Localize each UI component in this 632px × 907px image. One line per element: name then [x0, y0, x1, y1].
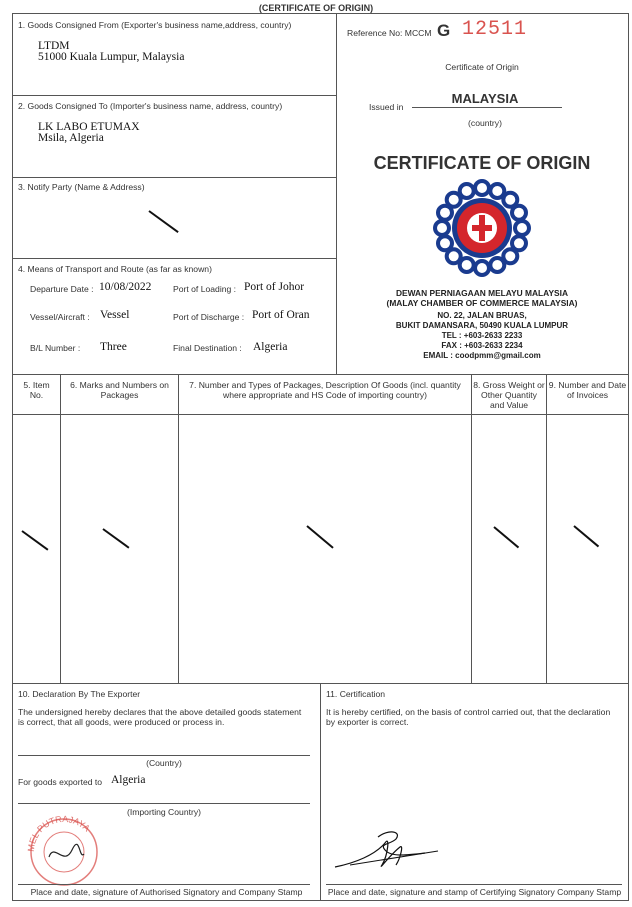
country-line [18, 755, 310, 756]
box10-label: 10. Declaration By The Exporter [18, 689, 141, 699]
chamber-email: EMAIL : coodpmm@gmail.com [423, 351, 541, 360]
col5-cancel-mark [21, 530, 48, 550]
box1-label: 1. Goods Consigned From (Exporter's business name,address, country) [18, 20, 292, 30]
final-destination-value: Algeria [253, 341, 288, 353]
port-discharge-value: Port of Oran [252, 309, 310, 321]
frame-left [12, 13, 13, 901]
col-divider-6 [178, 374, 179, 683]
exporter-address: 51000 Kuala Lumpur, Malaysia [38, 51, 185, 63]
col7-header-line2: where appropriate and HS Code of importing country) [223, 390, 427, 400]
certifier-signature-icon [330, 825, 445, 875]
chamber-name-english: (MALAY CHAMBER OF COMMERCE MALAYSIA) [386, 298, 578, 308]
divider-box1 [12, 95, 336, 96]
issued-country-sub: (country) [468, 118, 502, 128]
box11-label: 11. Certification [326, 689, 386, 699]
chamber-tel: TEL : +603-2633 2233 [441, 331, 523, 340]
col8-header-line2: Other Quantity [481, 390, 537, 400]
country-caption: (Country) [146, 758, 182, 768]
port-loading-label: Port of Loading : [173, 284, 237, 294]
departure-date-value: 10/08/2022 [99, 281, 152, 293]
divider-bottom-vertical [320, 683, 321, 900]
final-destination-label: Final Destination : [173, 343, 242, 353]
issued-in-label: Issued in [369, 102, 404, 112]
port-loading-value: Port of Johor [244, 281, 305, 293]
importing-country-line [18, 803, 310, 804]
importing-country-caption: (Importing Country) [126, 807, 202, 817]
form-header-title: (CERTIFICATE OF ORIGIN) [258, 3, 374, 13]
box10-footer: Place and date, signature of Authorised Signatory and Company Stamp [30, 887, 303, 897]
company-stamp-icon [24, 812, 104, 888]
exporter-name: LTDM [38, 40, 70, 52]
box4-label: 4. Means of Transport and Route (as far as known) [18, 264, 212, 274]
reference-series: G [437, 21, 451, 40]
col9-cancel-mark [573, 525, 599, 547]
box11-signature-line [326, 884, 622, 885]
frame-top [12, 13, 629, 14]
col9-header-line1: 9. Number and Date [548, 380, 627, 390]
col-divider-8 [546, 374, 547, 683]
col8-header-line1: 8. Gross Weight or [473, 380, 545, 390]
departure-date-label: Departure Date : [30, 284, 94, 294]
exported-to-value: Algeria [111, 774, 146, 786]
issued-country-value: MALAYSIA [451, 91, 519, 106]
col6-header-line1: 6. Marks and Numbers on [70, 380, 169, 390]
box3-label: 3. Notify Party (Name & Address) [18, 182, 145, 192]
chamber-name-malay: DEWAN PERNIAGAAN MELAYU MALAYSIA [395, 288, 568, 298]
divider-box2 [12, 177, 336, 178]
col8-cancel-mark [493, 526, 519, 548]
chamber-address-2: BUKIT DAMANSARA, 50490 KUALA LUMPUR [395, 321, 569, 330]
col8-header-line3: and Value [489, 400, 529, 410]
col7-cancel-mark [306, 525, 333, 548]
col9-header-line2: of Invoices [566, 390, 609, 400]
divider-box3 [12, 258, 336, 259]
certificate-of-origin-small: Certificate of Origin [445, 62, 519, 72]
box10-signature-line [18, 884, 310, 885]
importer-address: Msila, Algeria [38, 132, 104, 144]
col-divider-7 [471, 374, 472, 683]
declaration-text-1: The undersigned hereby declares that the above detailed goods statement [18, 707, 302, 717]
certification-text-2: by exporter is correct. [326, 717, 409, 727]
frame-bottom [12, 900, 629, 901]
reference-label: Reference No: MCCM [347, 28, 432, 38]
importer-name: LK LABO ETUMAX [38, 121, 140, 133]
box3-cancel-mark [148, 210, 178, 233]
box2-label: 2. Goods Consigned To (Importer's business name, address, country) [18, 101, 283, 111]
certificate-big-title: CERTIFICATE OF ORIGIN [373, 153, 591, 173]
col6-cancel-mark [102, 528, 129, 548]
bl-number-label: B/L Number : [30, 343, 81, 353]
divider-columns-top [12, 374, 629, 375]
vessel-label: Vessel/Aircraft : [30, 312, 90, 322]
frame-right [628, 13, 629, 901]
chamber-fax: FAX : +603-2633 2234 [441, 341, 523, 350]
chamber-address-1: NO. 22, JALAN BRUAS, [437, 311, 527, 320]
col7-header-line1: 7. Number and Types of Packages, Description Of Goods (incl. quantity [189, 380, 461, 390]
col5-header-line1: 5. Item [23, 380, 50, 390]
chamber-logo-icon [432, 178, 532, 278]
port-discharge-label: Port of Discharge : [173, 312, 245, 322]
col-divider-5 [60, 374, 61, 683]
issued-underline [412, 107, 562, 108]
stamp-text: MEL PUTRAJAYA [25, 813, 93, 853]
exported-to-label: For goods exported to [18, 777, 103, 787]
col5-header-line2: No. [29, 390, 44, 400]
vessel-value: Vessel [100, 309, 130, 321]
certification-text-1: It is hereby certified, on the basis of control carried out, that the declaration [326, 707, 611, 717]
bl-number-value: Three [100, 341, 127, 353]
declaration-text-2: is correct, that all goods, were produced or process in. [18, 717, 225, 727]
divider-columns-header [12, 414, 629, 415]
col6-header-line2: Packages [100, 390, 139, 400]
reference-number: 12511 [462, 18, 528, 41]
box11-footer: Place and date, signature and stamp of Certifying Signatory Company Stamp [327, 887, 622, 897]
